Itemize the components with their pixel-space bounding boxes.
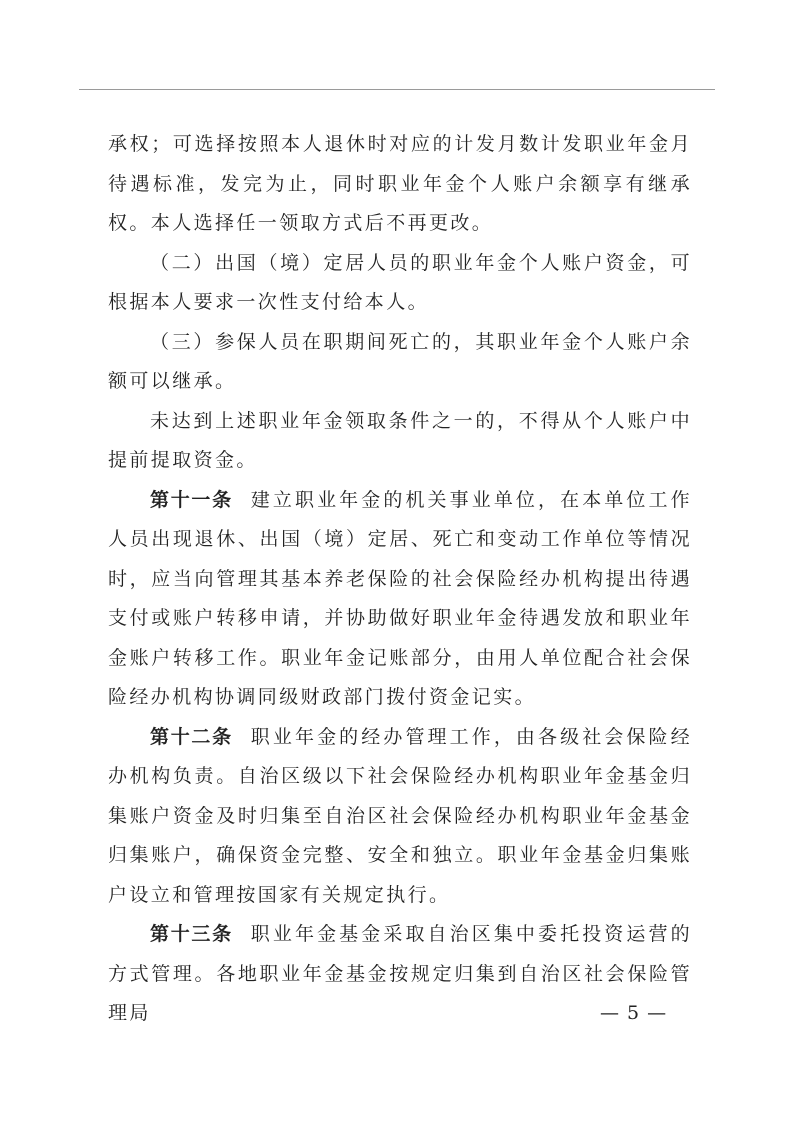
paragraph-item-3 — [108, 323, 692, 402]
paragraph-continuation — [108, 125, 692, 244]
paragraph-text: （三）参保人员在职期间死亡的，其职业年金个人账户余额可以继承。 — [108, 330, 692, 392]
paragraph-item-2 — [108, 244, 692, 323]
article-heading: 第十二条 — [150, 725, 233, 748]
article-11 — [108, 481, 692, 718]
paragraph-note — [108, 402, 692, 481]
header-rule — [79, 89, 715, 90]
article-heading: 第十三条 — [150, 923, 233, 945]
page-number: — 5 — — [600, 1002, 668, 1024]
article-text: 职业年金基金采取自治区集中委托投资运营的方式管理。各地职业年金基金按规定归集到自治区社会保险管理局 — [108, 923, 692, 1024]
article-heading: 第十一条 — [150, 488, 233, 511]
article-text: 建立职业年金的机关事业单位，在本单位工作人员出现退休、出国（境）定居、死亡和变动工作单位等情况时，应当向管理其基本养老保险的社会保险经办机构提出待遇支付或账户转移申请，并协助做好职业年金待遇发放和职业年金账户转移工作。职业年金记账部分，由用人单位配合社会保险经办机构协调同级财政部门拨付资金记实。 — [108, 488, 692, 708]
article-text: 职业年金的经办管理工作，由各级社会保险经办机构负责。自治区级以下社会保险经办机构职业年金基金归集账户资金及时归集至自治区社会保险经办机构职业年金基金归集账户，确保资金完整、安全和独立。职业年金基金归集账户设立和管理按国家有关规定执行。 — [108, 725, 692, 906]
document-body — [108, 125, 692, 1034]
article-12 — [108, 718, 692, 916]
paragraph-text: （二）出国（境）定居人员的职业年金个人账户资金，可根据本人要求一次性支付给本人。 — [108, 251, 692, 313]
paragraph-text: 未达到上述职业年金领取条件之一的，不得从个人账户中提前提取资金。 — [108, 409, 692, 471]
paragraph-text: 承权；可选择按照本人退休时对应的计发月数计发职业年金月待遇标准，发完为止，同时职业年金个人账户余额享有继承权。本人选择任一领取方式后不再更改。 — [108, 133, 692, 234]
